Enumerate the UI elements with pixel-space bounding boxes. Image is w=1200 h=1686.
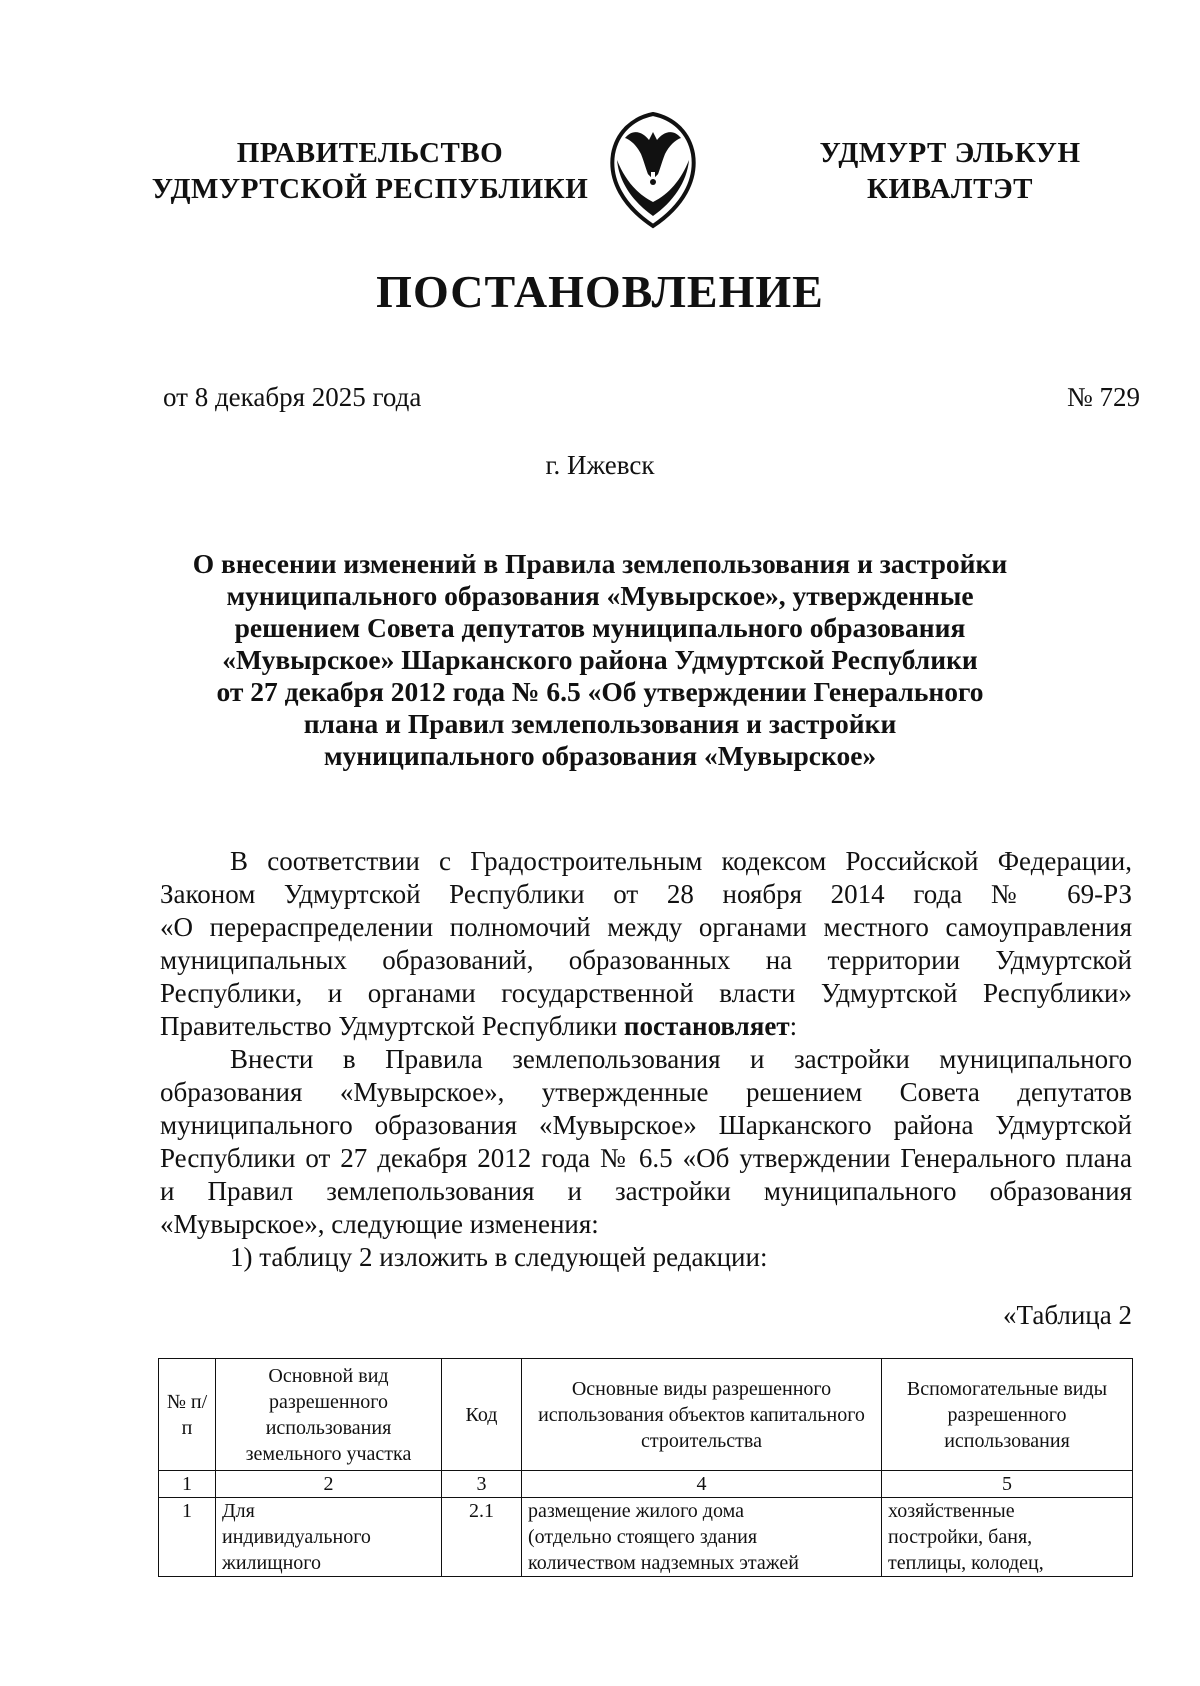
body-line: образования «Мувырское», утвержденные решением Совета депутатов — [160, 1077, 1132, 1107]
government-name-russian — [140, 135, 600, 207]
cell-line: жилищного — [222, 1552, 322, 1574]
subject-line: от 27 декабря 2012 года № 6.5 «Об утверждении Генерального — [216, 676, 984, 707]
table-caption: «Таблица 2 — [1003, 1300, 1132, 1330]
resolution-verb: постановляет — [623, 1011, 790, 1041]
column-number: 1 — [159, 1471, 216, 1498]
body-line: В соответствии с Градостроительным кодексом Российской Федерации, — [230, 846, 1132, 876]
zoning-table — [158, 1358, 1132, 1577]
column-number: 4 — [522, 1471, 882, 1498]
subject-line: муниципального образования «Мувырское», утвержденные — [226, 580, 974, 611]
document-title: ПОСТАНОВЛЕНИЕ — [376, 266, 824, 317]
row-number: 1 — [159, 1498, 216, 1577]
body-line: муниципального образования «Мувырское» Шарканского района Удмуртской — [160, 1110, 1132, 1140]
header-main-use-land: Основной вид разрешенного использования земельного участка — [216, 1359, 442, 1471]
header-code: Код — [442, 1359, 522, 1471]
table-header-row — [159, 1359, 1133, 1471]
header-main-use-buildings: Основные виды разрешенного использования объектов капитального строительства — [522, 1359, 882, 1471]
body-line: «О перераспределении полномочий между органами местного самоуправления — [160, 912, 1132, 942]
column-number: 3 — [442, 1471, 522, 1498]
column-number: 5 — [882, 1471, 1133, 1498]
coat-of-arms-emblem — [603, 110, 703, 230]
udmurt-name-line-2: КИВАЛТЭТ — [866, 173, 1033, 205]
column-number: 2 — [216, 1471, 442, 1498]
header-number: № п/п — [159, 1359, 216, 1471]
cell-line: хозяйственные — [888, 1500, 1015, 1522]
subject-line: О внесении изменений в Правила землепользования и застройки — [192, 548, 1008, 579]
document-date: от 8 декабря 2025 года — [163, 382, 422, 412]
subject-line: решением Совета депутатов муниципального образования — [234, 612, 966, 643]
row-land-use-kind — [216, 1498, 442, 1577]
header-auxiliary-use: Вспомогательные виды разрешенного использования — [882, 1359, 1133, 1471]
subject-line: плана и Правил землепользования и застройки — [303, 708, 897, 739]
cell-line: размещение жилого дома — [528, 1500, 744, 1522]
document-subject — [140, 548, 1060, 772]
body-line: и Правил землепользования и застройки муниципального образования — [160, 1176, 1132, 1206]
row-auxiliary-use — [882, 1498, 1133, 1577]
document-city: г. Ижевск — [545, 450, 655, 480]
table-column-number-row — [159, 1471, 1133, 1498]
cell-line: постройки, баня, — [888, 1526, 1033, 1548]
cell-line: Для — [222, 1500, 255, 1522]
government-name-line-2: УДМУРТСКОЙ РЕСПУБЛИКИ — [151, 173, 589, 205]
body-line: «Мувырское», следующие изменения: — [160, 1209, 599, 1239]
government-name-line-1: ПРАВИТЕЛЬСТВО — [236, 137, 504, 169]
resolution-colon: : — [789, 1011, 798, 1041]
row-main-use — [522, 1498, 882, 1577]
body-line: Республики, и органами государственной власти Удмуртской Республики» — [160, 978, 1132, 1008]
body-line: муниципальных образований, образованных на территории Удмуртской — [160, 945, 1132, 975]
body-line-resolution — [160, 1011, 1132, 1041]
subject-line: «Мувырское» Шарканского района Удмуртской Республики — [222, 644, 978, 675]
government-name-udmurt — [800, 135, 1100, 207]
cell-line: теплицы, колодец, — [888, 1552, 1044, 1574]
cell-line: (отдельно стоящего здания — [528, 1526, 758, 1548]
body-line: 1) таблицу 2 изложить в следующей редакции: — [230, 1242, 768, 1272]
body-line: Законом Удмуртской Республики от 28 ноября 2014 года № 69-РЗ — [160, 879, 1132, 909]
cell-line: количеством надземных этажей — [528, 1552, 799, 1574]
udmurt-name-line-1: УДМУРТ ЭЛЬКУН — [819, 137, 1081, 169]
document-number: № 729 — [1066, 382, 1140, 412]
body-line: Республики от 27 декабря 2012 года № 6.5 «Об утверждении Генерального плана — [160, 1143, 1132, 1173]
body-line: Внести в Правила землепользования и застройки муниципального — [230, 1044, 1132, 1074]
subject-line: муниципального образования «Мувырское» — [323, 740, 877, 771]
resolution-text: Правительство Удмуртской Республики — [160, 1011, 624, 1041]
table-row — [159, 1498, 1133, 1577]
row-code: 2.1 — [442, 1498, 522, 1577]
cell-line: индивидуального — [222, 1526, 371, 1548]
